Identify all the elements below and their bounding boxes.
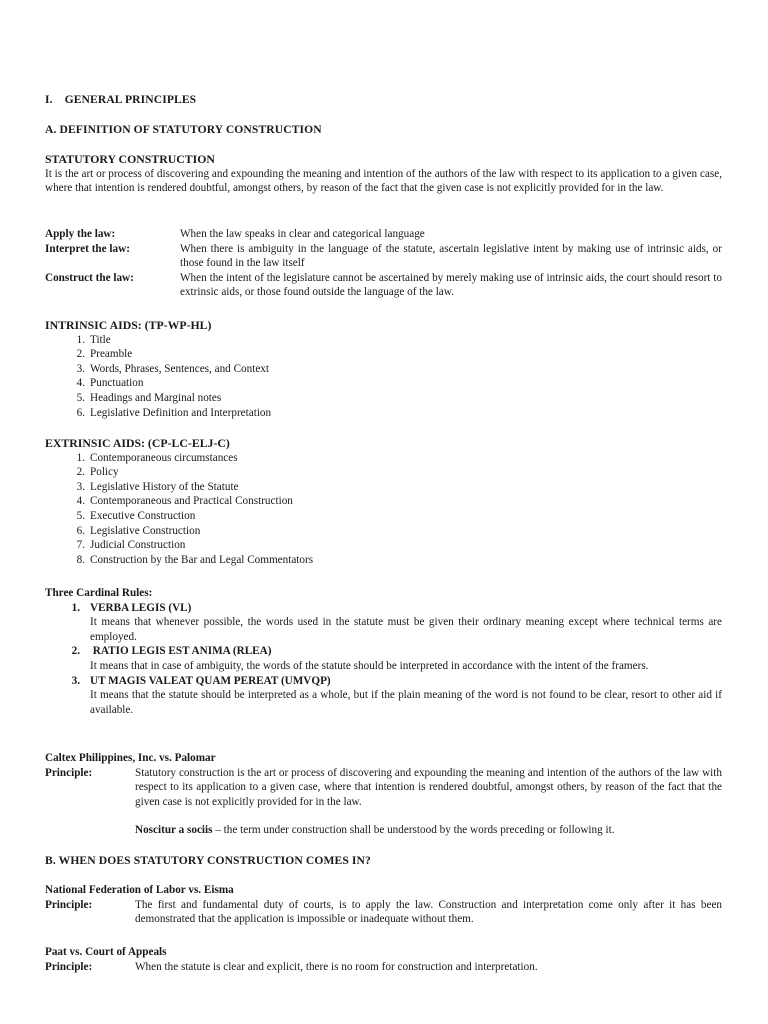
term-text: When the intent of the legislature cannot be ascertained by merely making use of intrinsic aids, the court should resort to extrinsic aids, or those found outside the language of the law. — [180, 271, 722, 299]
rule-name: RATIO LEGIS EST ANIMA (RLEA) — [90, 645, 272, 658]
section-heading-general-principles: I. GENERAL PRINCIPLES — [45, 93, 197, 106]
list-text: Legislative Definition and Interpretation — [90, 406, 272, 419]
rule-heading — [45, 674, 722, 689]
list-number: 2. — [76, 466, 85, 479]
list-item — [45, 538, 722, 553]
rule-name: UT MAGIS VALEAT QUAM PEREAT (UMVQP) — [90, 674, 331, 687]
case-name: National Federation of Labor vs. Eisma — [45, 884, 234, 896]
term-text: When there is ambiguity in the language of the statute, ascertain legislative intent by making use of intrinsic aids, or those found in the law itself — [180, 242, 722, 270]
term-row — [45, 271, 722, 300]
list-number: 4. — [76, 495, 85, 508]
list-number: 2. — [76, 348, 85, 361]
extrinsic-aids-title: EXTRINSIC AIDS: (CP-LC-ELJ-C) — [45, 436, 230, 450]
list-number: 3. — [76, 362, 85, 375]
rule-name: VERBA LEGIS (VL) — [90, 601, 192, 614]
list-text: Construction by the Bar and Legal Commentators — [90, 553, 314, 566]
list-item — [45, 406, 722, 421]
rule-text: It means that the statute should be interpreted as a whole, but if the plain meaning of the word is not found to be clear, resort to other aid if available. — [90, 689, 722, 716]
section-heading-definition: A. DEFINITION OF STATUTORY CONSTRUCTION — [45, 123, 322, 136]
section-heading-when: B. WHEN DOES STATUTORY CONSTRUCTION COMES IN? — [45, 854, 371, 867]
list-item — [45, 524, 722, 539]
intrinsic-aids-list — [45, 333, 722, 421]
list-number: 5. — [76, 391, 85, 404]
rule-text: It means that whenever possible, the words used in the statute must be given their ordinary meaning except where technical terms are employed. — [90, 616, 722, 643]
case-caltex — [45, 751, 722, 838]
list-item — [45, 391, 722, 406]
list-text: Headings and Marginal notes — [90, 391, 222, 404]
list-text: Title — [90, 333, 111, 346]
case-name: Caltex Philippines, Inc. vs. Palomar — [45, 752, 216, 764]
intrinsic-aids-block — [45, 318, 722, 420]
term-text: When the law speaks in clear and categorical language — [180, 228, 425, 240]
list-text: Preamble — [90, 348, 133, 361]
term-label: Apply the law: — [45, 228, 116, 240]
term-label: Interpret the law: — [45, 242, 130, 255]
list-number: 6. — [76, 524, 85, 537]
list-text: Contemporaneous circumstances — [90, 451, 238, 464]
list-text: Legislative Construction — [90, 524, 201, 537]
noscitur-note — [135, 823, 722, 838]
statutory-construction-title: STATUTORY CONSTRUCTION — [45, 152, 215, 166]
list-text: Judicial Construction — [90, 539, 186, 552]
list-number: 1. — [76, 451, 85, 464]
list-number: 7. — [76, 539, 85, 552]
list-item — [45, 376, 722, 391]
list-item — [45, 333, 722, 348]
list-number: 1. — [76, 333, 85, 346]
rule-text: It means that in case of ambiguity, the words of the statute should be interpreted in accordance with the intent of the framers. — [90, 659, 649, 672]
terms-list — [45, 227, 722, 300]
list-text: Executive Construction — [90, 509, 196, 522]
list-item — [45, 362, 722, 377]
list-item — [45, 509, 722, 524]
noscitur-text: – the term under construction shall be understood by the words preceding or following it. — [212, 824, 615, 837]
rule-number: 2. — [71, 645, 80, 658]
list-item — [45, 553, 722, 568]
rule-heading — [45, 601, 722, 616]
extrinsic-aids-list — [45, 451, 722, 568]
rule-number: 3. — [71, 674, 80, 687]
principle-text: Statutory construction is the art or process of discovering and expounding the meaning and intention of the authors of the law with respect to its application to a given case, where that intention is rendered doubtful, amongst others, by reason of the fact that the given case is not explicitly provided for in the law. — [135, 766, 722, 808]
cardinal-rules-block — [45, 586, 722, 717]
term-label: Construct the law: — [45, 271, 134, 284]
list-item — [45, 347, 722, 362]
rule-number: 1. — [71, 601, 80, 614]
list-number: 8. — [76, 553, 85, 566]
case-paat — [45, 945, 722, 974]
list-text: Punctuation — [90, 377, 144, 390]
rule-heading — [45, 644, 722, 659]
list-item — [45, 480, 722, 495]
noscitur-term: Noscitur a sociis — [135, 824, 213, 837]
statutory-construction-text: It is the art or process of discovering and expounding the meaning and intention of the authors of the law with respect to its application to a given case, where that intention is rendered doubtful, amongst others, by reason of the fact that the given case is not explicitly provided for in the law. — [45, 167, 722, 195]
term-row — [45, 242, 722, 271]
list-number: 3. — [76, 480, 85, 493]
cardinal-rules-title: Three Cardinal Rules: — [45, 587, 153, 599]
list-text: Legislative History of the Statute — [90, 480, 239, 493]
principle-row — [45, 766, 722, 838]
case-name: Paat vs. Court of Appeals — [45, 946, 167, 958]
principle-content — [135, 766, 722, 838]
intrinsic-aids-title: INTRINSIC AIDS: (TP-WP-HL) — [45, 318, 212, 332]
case-nfl — [45, 883, 722, 927]
principle-text: The first and fundamental duty of courts, is to apply the law. Construction and interpretation come only after it has been demonstrated that the application is impossible or inadequate without them. — [135, 898, 722, 926]
list-text: Policy — [90, 466, 119, 479]
list-item — [45, 494, 722, 509]
list-number: 4. — [76, 377, 85, 390]
list-text: Contemporaneous and Practical Construction — [90, 495, 293, 508]
principle-row — [45, 898, 722, 927]
extrinsic-aids-block — [45, 436, 722, 567]
principle-row — [45, 960, 722, 975]
principle-label: Principle: — [45, 960, 93, 973]
list-item — [45, 451, 722, 466]
term-row — [45, 227, 722, 242]
list-number: 5. — [76, 509, 85, 522]
list-item — [45, 465, 722, 480]
list-text: Words, Phrases, Sentences, and Context — [90, 362, 269, 375]
list-number: 6. — [76, 406, 85, 419]
principle-label: Principle: — [45, 766, 93, 779]
principle-text: When the statute is clear and explicit, there is no room for construction and interpretation. — [135, 960, 538, 973]
statutory-construction-block — [45, 152, 722, 196]
principle-label: Principle: — [45, 898, 93, 911]
